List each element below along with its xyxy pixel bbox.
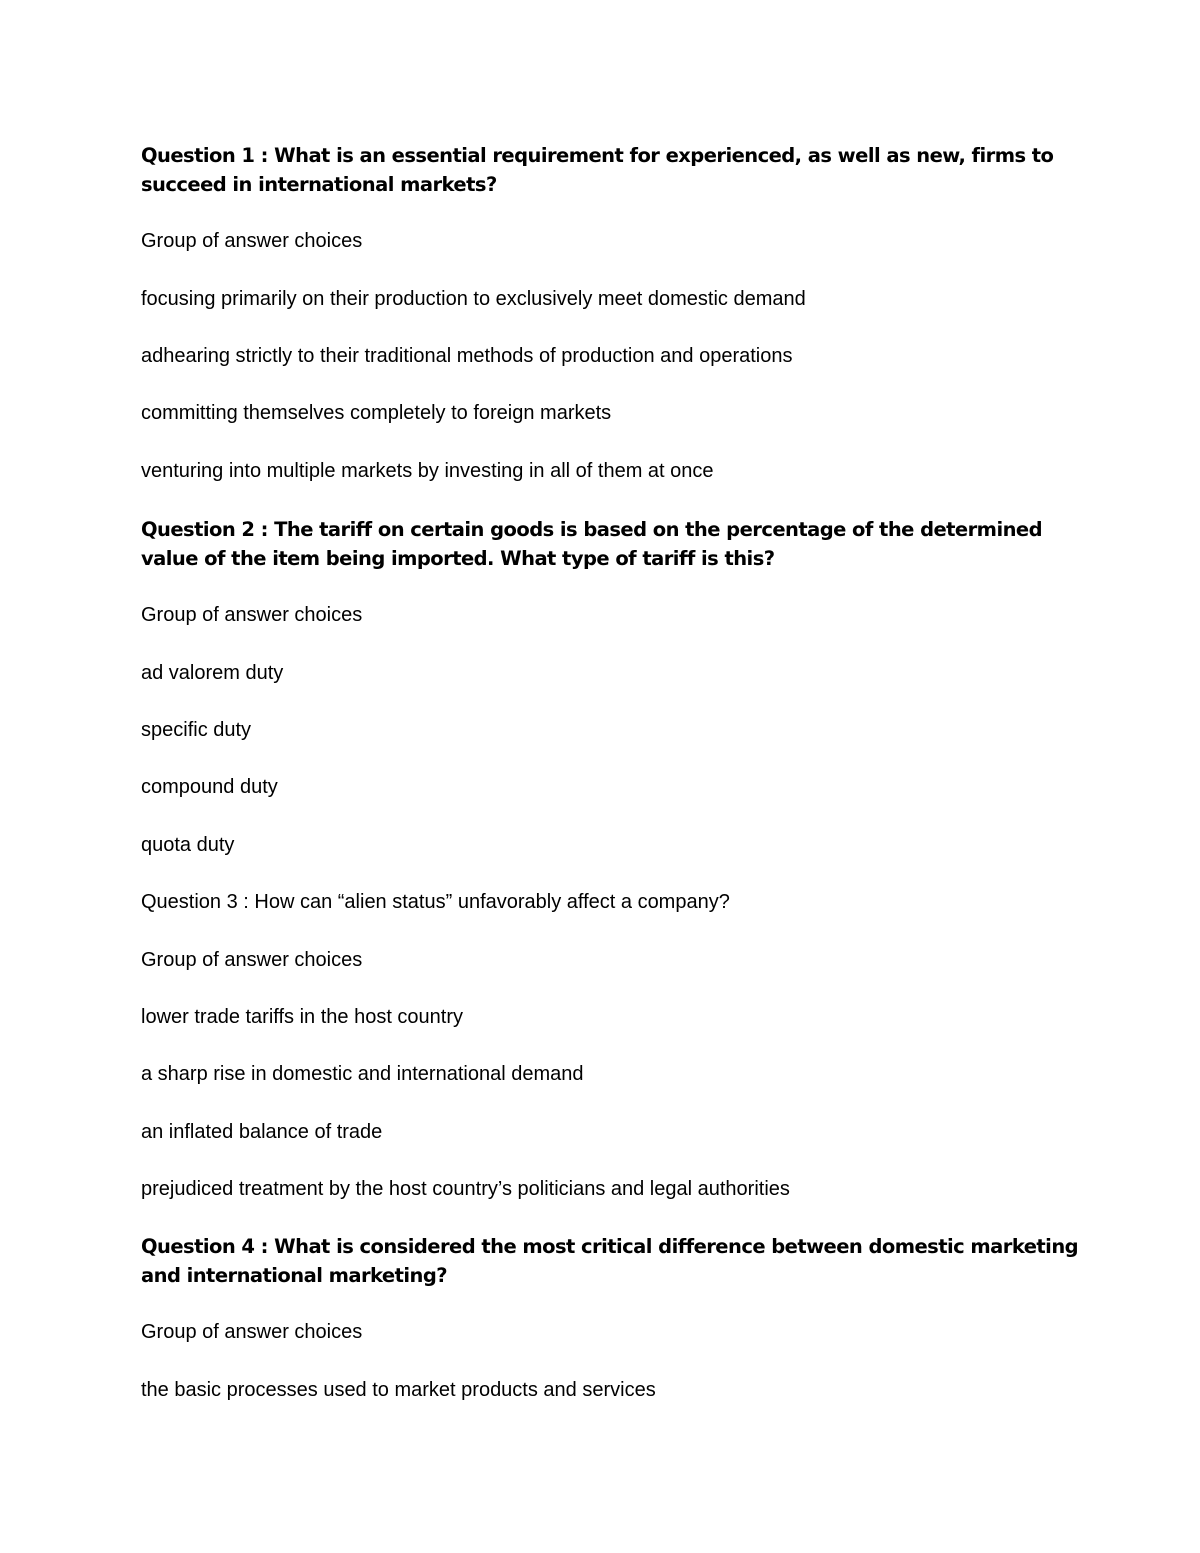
question-1-choice-3: committing themselves completely to foreign markets bbox=[141, 402, 612, 424]
question-2-choice-4: quota duty bbox=[141, 834, 235, 856]
question-3-choice-2: a sharp rise in domestic and international demand bbox=[141, 1063, 584, 1085]
question-2-choice-2: specific duty bbox=[141, 719, 252, 741]
question-4-group-label: Group of answer choices bbox=[141, 1321, 363, 1343]
question-1-group-label: Group of answer choices bbox=[141, 230, 363, 252]
question-1-prompt: Question 1 : What is an essential requirement for experienced, as well as new, firms to succeed in international markets? bbox=[141, 144, 1054, 196]
question-2-prompt: Question 2 : The tariff on certain goods is based on the percentage of the determined value of the item being imported. What type of tariff is this? bbox=[141, 518, 1042, 570]
question-3-choice-3: an inflated balance of trade bbox=[141, 1121, 383, 1143]
question-2-choice-1: ad valorem duty bbox=[141, 662, 284, 684]
question-3-prompt: Question 3 : How can “alien status” unfavorably affect a company? bbox=[141, 891, 730, 913]
question-3-choice-1: lower trade tariffs in the host country bbox=[141, 1006, 464, 1028]
question-4-choice-1: the basic processes used to market products and services bbox=[141, 1379, 656, 1401]
question-3-choice-4: prejudiced treatment by the host country’s politicians and legal authorities bbox=[141, 1178, 790, 1200]
question-2-group-label: Group of answer choices bbox=[141, 604, 363, 626]
question-1-choice-1: focusing primarily on their production to exclusively meet domestic demand bbox=[141, 288, 806, 310]
question-3-group-label: Group of answer choices bbox=[141, 949, 363, 971]
question-4-prompt: Question 4 : What is considered the most critical difference between domestic marketing and international marketing? bbox=[141, 1235, 1079, 1287]
question-1-choice-2: adhearing strictly to their traditional methods of production and operations bbox=[141, 345, 793, 367]
question-2-choice-3: compound duty bbox=[141, 776, 278, 798]
question-1-choice-4: venturing into multiple markets by investing in all of them at once bbox=[141, 460, 714, 482]
